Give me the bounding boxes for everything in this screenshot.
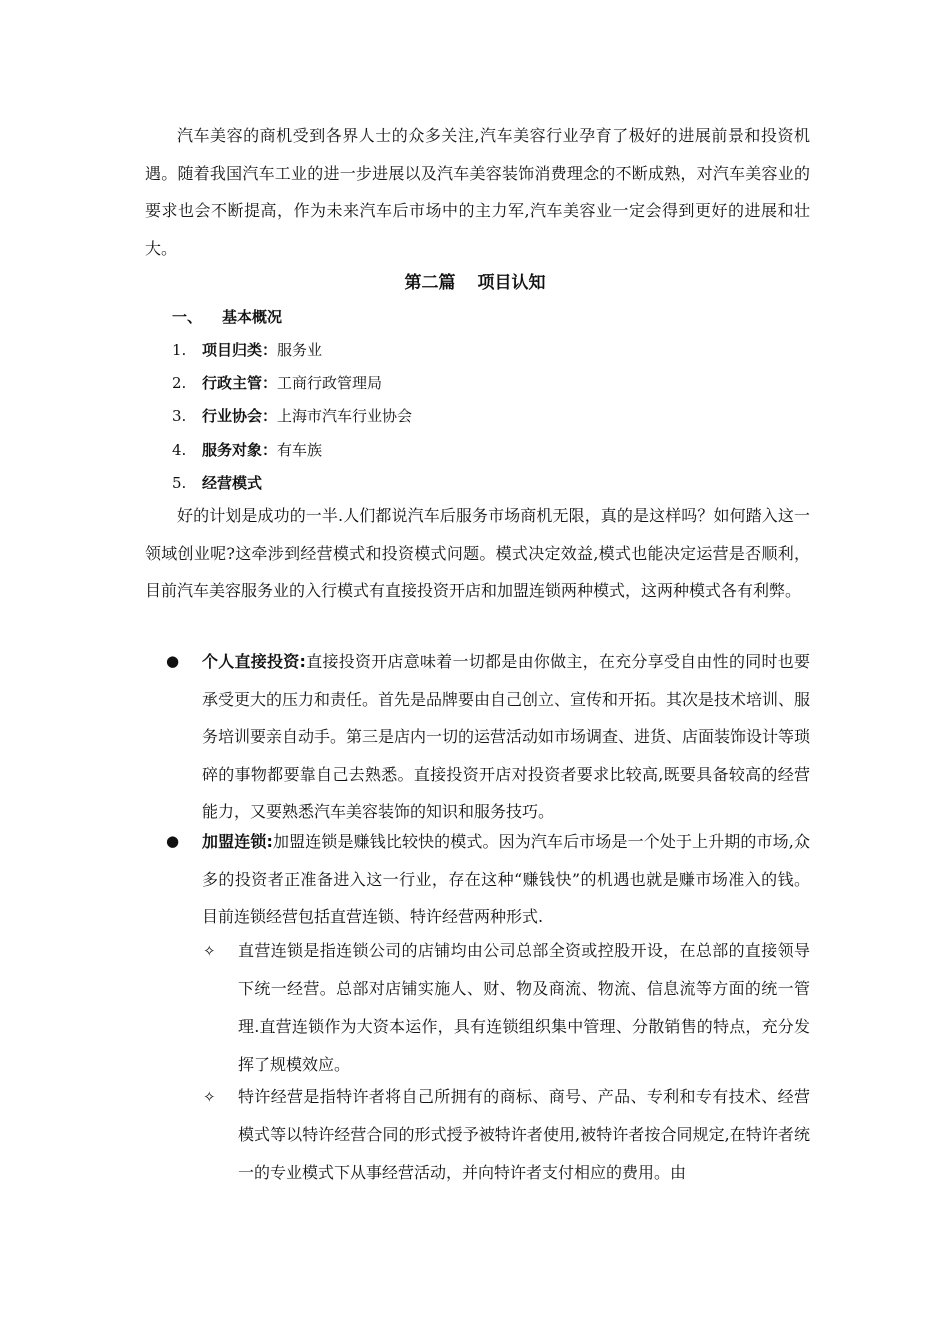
list-item [172, 336, 322, 364]
item-value: 工商行政管理局 [277, 374, 383, 392]
item-label: 服务对象： [202, 441, 278, 459]
bullet-text: 加盟连锁是赚钱比较快的模式。因为汽车后市场是一个处于上升期的市场,众多的投资者正准备进入这一行业，存在这种“赚钱快”的机遇也就是赚市场准入的钱。目前连锁经营包括直营连锁、特许经营两种形式. [202, 832, 810, 926]
list-item [172, 469, 262, 497]
item-number: 2. [172, 374, 187, 392]
list-item [172, 402, 412, 430]
item-value: 有车族 [277, 441, 323, 459]
bullet-text: 直接投资开店意味着一切都是由你做主，在充分享受自由性的同时也要承受更大的压力和责任。首先是品牌要由自己创立、宣传和开拓。其次是技术培训、服务培训要亲自动手。第三是店内一切的运营活动如市场调查、进货、店面装饰设计等琐碎的事物都要靠自己去熟悉。直接投资开店对投资者要求比较高,既要具备较高的经营能力，又要熟悉汽车美容装饰的知识和服务技巧。 [202, 652, 811, 821]
section-title: 基本概况 [222, 308, 283, 326]
bullet-direct-investment [202, 643, 810, 831]
item-label: 行政主管： [202, 374, 278, 392]
list-item [172, 436, 322, 464]
chapter-part: 第二篇 [404, 273, 456, 293]
item-number: 3. [172, 407, 187, 425]
bullet-franchise-chain [202, 823, 810, 936]
sub-bullet-direct-chain: 直营连锁是指连锁公司的店铺均由公司总部全资或控股开设，在总部的直接领导下统一经营。总部对店铺实施人、财、物及商流、物流、信息流等方面的统一管理.直营连锁作为大资本运作，具有连锁组织集中管理、分散销售的特点，充分发挥了规模效应。 [238, 941, 810, 1074]
section-heading [172, 303, 282, 331]
item-label: 行业协会： [202, 407, 278, 425]
diamond-bullet-icon: ✧ [203, 1088, 216, 1106]
diamond-bullet-icon: ✧ [203, 942, 216, 960]
bullet-title: 个人直接投资: [202, 652, 306, 671]
item-number: 1. [172, 341, 187, 359]
chapter-heading [0, 268, 950, 298]
item-number: 4. [172, 441, 187, 459]
section-number: 一、 [172, 308, 203, 326]
item-value: 服务业 [277, 341, 323, 359]
item-value: 上海市汽车行业协会 [277, 407, 413, 425]
chapter-title: 项目认知 [477, 273, 546, 293]
bullet-icon: ● [166, 832, 180, 850]
bullet-title: 加盟连锁: [202, 832, 273, 851]
item-label: 经营模式 [202, 474, 263, 492]
item-label: 项目归类： [202, 341, 278, 359]
sub-bullet-franchise: 特许经营是指特许者将自己所拥有的商标、商号、产品、专利和专有技术、经营模式等以特许经营合同的形式授予被特许者使用,被特许者按合同规定,在特许者统一的专业模式下从事经营活动，并向特许者支付相应的费用。由 [238, 1087, 810, 1182]
bullet-icon: ● [166, 652, 180, 670]
intro-paragraph: 汽车美容的商机受到各界人士的众多关注,汽车美容行业孕育了极好的进展前景和投资机遇。随着我国汽车工业的进一步进展以及汽车美容装饰消费理念的不断成熟，对汽车美容业的要求也会不断提高，作为未来汽车后市场中的主力军,汽车美容业一定会得到更好的进展和壮大。 [145, 126, 810, 258]
business-mode-paragraph: 好的计划是成功的一半.人们都说汽车后服务市场商机无限，真的是这样吗？如何踏入这一领域创业呢?这牵涉到经营模式和投资模式问题。模式决定效益,模式也能决定运营是否顺利，目前汽车美容服务业的入行模式有直接投资开店和加盟连锁两种模式，这两种模式各有利弊。 [145, 506, 810, 600]
item-number: 5. [172, 474, 187, 492]
list-item [172, 369, 382, 397]
